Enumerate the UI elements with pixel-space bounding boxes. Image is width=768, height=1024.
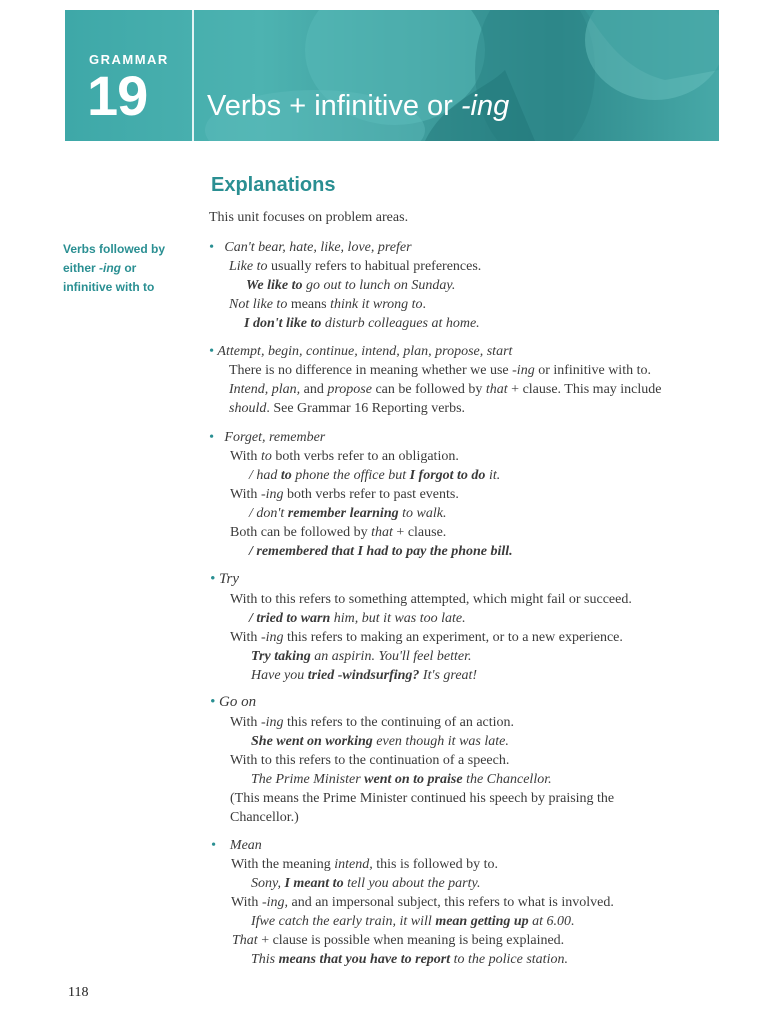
- unit-banner: [65, 10, 719, 141]
- example-line: / tried to warn him, but it was too late.: [249, 611, 466, 626]
- example-line: We like to go out to lunch on Sunday.: [246, 278, 456, 293]
- bullet-icon: •: [210, 694, 216, 710]
- example-line: The Prime Minister went on to praise the Chancellor.: [251, 772, 552, 787]
- bullet-heading: • Attempt, begin, continue, intend, plan, propose, start: [209, 344, 513, 359]
- example-line: She went on working even though it was late.: [251, 734, 509, 749]
- example-line: Try taking an aspirin. You'll feel better.: [251, 649, 472, 664]
- bullet-icon: •: [210, 571, 216, 587]
- explanation-line: With -ing, and an impersonal subject, this refers to what is involved.: [231, 895, 614, 910]
- explanation-line: With -ing both verbs refer to past events.: [230, 487, 459, 502]
- explanation-line: Chancellor.): [230, 810, 299, 825]
- explanation-line: Like to usually refers to habitual preferences.: [229, 259, 482, 274]
- explanation-line: (This means the Prime Minister continued his speech by praising the: [230, 791, 615, 806]
- unit-number: 19: [87, 64, 148, 127]
- explanation-line: Both can be followed by that + clause.: [230, 525, 447, 540]
- banner-divider: [192, 10, 194, 141]
- intro-text: This unit focuses on problem areas.: [209, 210, 409, 225]
- example-line: / don't remember learning to walk.: [249, 506, 447, 521]
- example-line: Ifwe catch the early train, it will mean getting up at 6.00.: [251, 914, 575, 929]
- section-heading: Explanations: [211, 174, 336, 196]
- explanation-line: Not like to means think it wrong to.: [229, 297, 427, 312]
- bullet-heading: • Go on: [210, 694, 257, 710]
- explanation-line: should. See Grammar 16 Reporting verbs.: [229, 401, 466, 416]
- margin-note: Verbs followed by either -ing or infinitive with to: [63, 242, 166, 294]
- bullet-heading: • Can't bear, hate, like, love, prefer: [209, 240, 412, 255]
- explanation-line: That + clause is possible when meaning is being explained.: [232, 933, 565, 948]
- example-line: Sony, I meant to tell you about the party.: [251, 876, 481, 891]
- page-number: 118: [68, 985, 89, 1000]
- unit-title: Verbs + infinitive or -ing: [207, 90, 510, 122]
- explanation-line: With to both verbs refer to an obligation.: [230, 449, 459, 464]
- example-line: / remembered that I had to pay the phone bill.: [249, 544, 513, 559]
- bullet-icon: •: [211, 838, 216, 853]
- bullet-icon: •: [209, 430, 214, 445]
- explanation-line: With -ing this refers to the continuing of an action.: [230, 715, 515, 730]
- bullet-heading: • Try: [210, 571, 240, 587]
- explanation-line: There is no difference in meaning whether we use -ing or infinitive with to.: [229, 363, 651, 378]
- example-line: / had to phone the office but I forgot to do it.: [249, 468, 501, 483]
- explanation-line: With to this refers to the continuation of a speech.: [230, 753, 510, 768]
- explanation-line: With -ing this refers to making an experiment, or to a new experience.: [230, 630, 623, 645]
- example-line: This means that you have to report to the police station.: [251, 952, 568, 967]
- grammar-label: GRAMMAR: [89, 52, 169, 67]
- bullet-icon: •: [209, 240, 214, 255]
- example-line: Have you tried -windsurfing? It's great!: [251, 668, 478, 683]
- bullet-heading: • Forget, remember: [209, 430, 326, 445]
- bullet-heading: • Mean: [211, 838, 262, 853]
- example-line: I don't like to disturb colleagues at home.: [244, 316, 480, 331]
- explanation-line: With the meaning intend, this is followed by to.: [231, 857, 498, 872]
- explanation-line: With to this refers to something attempted, which might fail or succeed.: [230, 592, 632, 607]
- bullet-icon: •: [209, 344, 214, 359]
- explanation-line: Intend, plan, and propose can be followed by that + clause. This may include: [229, 382, 662, 397]
